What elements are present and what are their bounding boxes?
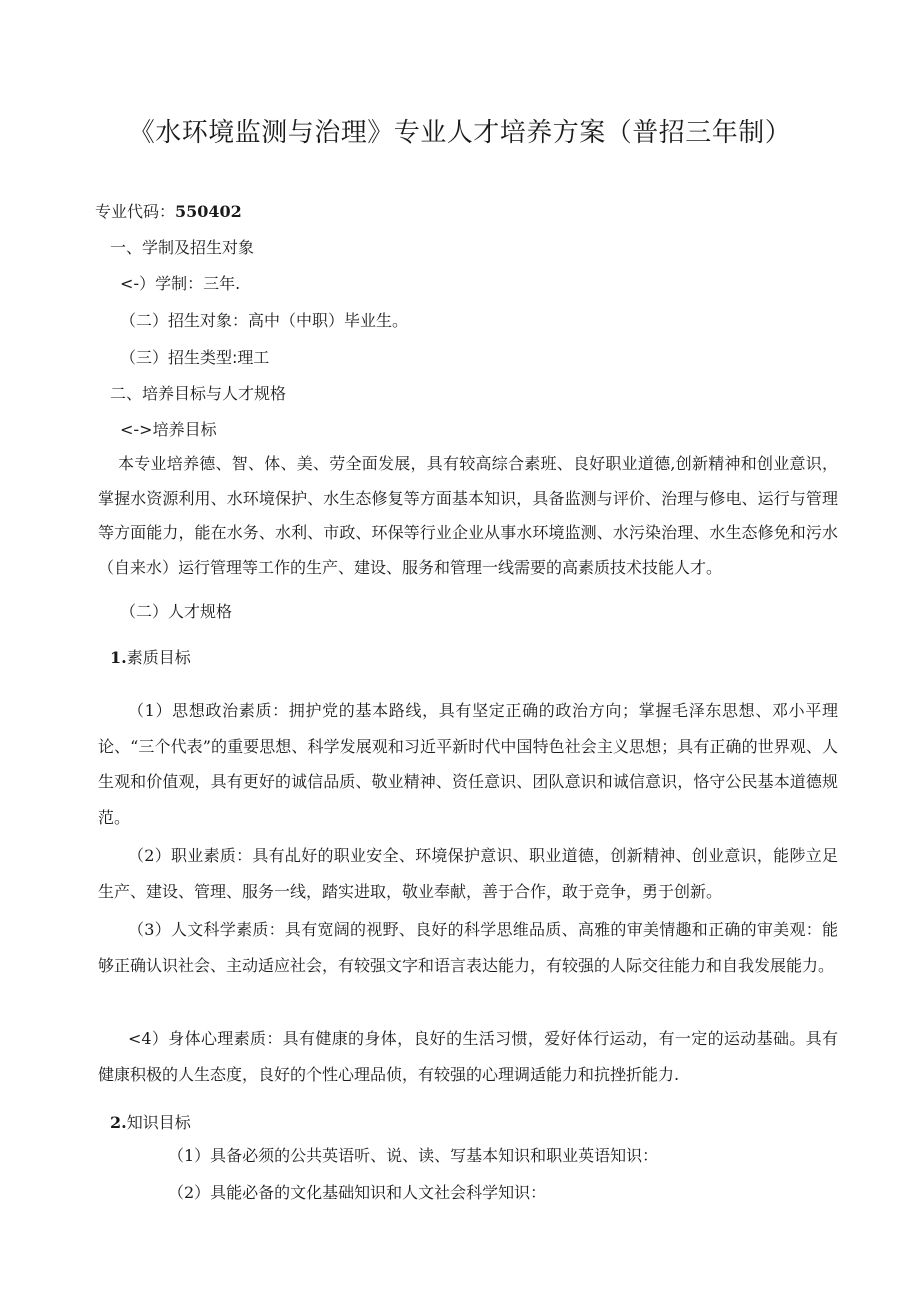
major-code-value: 550402 — [175, 202, 242, 221]
training-goal-subheading: <->培养目标 — [120, 420, 217, 439]
quality-item-2: （2）职业素质：具有乩好的职业安全、环境保护意识、职业道德，创新精神、创业意识，能陟立足生产、建设、管理、服务一线，踏实进取，敬业奉献，善于合作，敢于竞争，勇于创新。 — [98, 846, 838, 901]
quality-goal-title: 素质目标 — [126, 648, 191, 667]
quality-item-1: （1）思想政治素质：拥护党的基本路线，具有坚定正确的政治方向；掌握毛泽东思想、邓小平理论、“三个代表”的重要思想、科学发展观和习近平新时代中国特色社会主义思想；具有正确的世界观、人生观和价值观，具有更好的诚信品质、敬业精神、资任意识、团队意识和诚信意识，恪守公民基本道德规范。 — [98, 701, 838, 827]
talent-spec-subheading: （二）人才规格 — [120, 602, 233, 621]
major-code-label: 专业代码： — [95, 202, 176, 221]
section1-item-2: （二）招生对象：高中（中职）毕业生。 — [120, 311, 409, 330]
section2-heading: 二、培养目标与人才规格 — [110, 384, 287, 403]
knowledge-item-2: （2）具能必备的文化基础知识和人文社会科学知识： — [168, 1183, 547, 1202]
training-goal-paragraph: 本专业培养德、智、体、美、劳全面发展，具有较高综合素班、良好职业道德,创新精神和创业意识，掌握水资源利用、水环境保护、水生态修复等方面基本知识，具备监测与评价、治理与修电、运行与管理等方面能力，能在水务、水利、市政、环保等行业企业从事水环境监测、水污染治理、水生态修免和污水（自来水）运行管理等工作的生产、建设、服务和管理一线需要的高素质技术技能人才。 — [98, 454, 838, 577]
knowledge-item-1: （1）具备必须的公共英语听、说、读、写基本知识和职业英语知识： — [168, 1146, 659, 1165]
knowledge-goal-title: 知识目标 — [126, 1113, 191, 1132]
section1-item-3: （三）招生类型:理工 — [120, 348, 270, 367]
quality-item-4: <4）身体心理素质：具有健康的身体，良好的生活习惯，爱好体行运动，有一定的运动基础。具有健康积极的人生态度，良好的个性心理品侦，有较强的心理调适能力和抗挫折能力. — [98, 1029, 838, 1084]
section1-item-1: <-）学制：三年. — [120, 274, 241, 293]
document-title: 《水环境监测与治理》专业人才培养方案（普招三年制） — [128, 118, 792, 148]
major-code — [95, 199, 242, 222]
section1-heading: 一、学制及招生对象 — [110, 238, 255, 257]
knowledge-goal-heading — [110, 1110, 191, 1133]
quality-goal-heading — [110, 645, 191, 668]
quality-item-3: （3）人文科学素质：具有宽阔的视野、良好的科学思维品质、高雅的审美情趣和正确的审美观：能够正确认识社会、主动适应社会，有较强文字和语言表达能力，有较强的人际交往能力和自我发展能力。 — [98, 920, 838, 975]
knowledge-goal-number: 2. — [110, 1113, 127, 1132]
quality-goal-number: 1. — [110, 648, 127, 667]
